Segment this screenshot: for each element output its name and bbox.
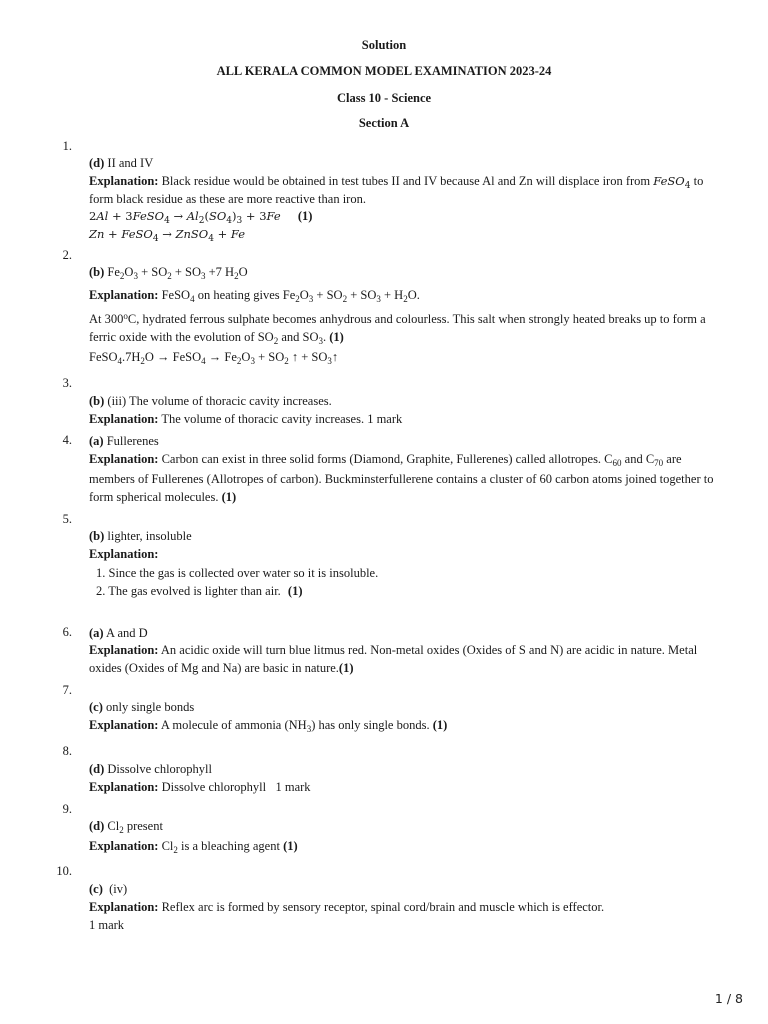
explanation-text: Dissolve chlorophyll 1 mark [161,780,311,794]
explanation-text: Reflex arc is formed by sensory receptor, spinal cord/brain and muscle which is effector. [161,900,605,914]
answer-line [89,624,729,642]
answer-option: (c) [89,700,103,714]
answer-text: Dissolve chlorophyll [107,762,212,776]
answer-option: (b) [89,265,105,279]
explanation-label: Explanation: [89,288,159,302]
explanation-text: ) has only single bonds. [311,718,430,732]
formula-feso4: FeSO$_4$ [653,174,691,191]
exam-title: ALL KERALA COMMON MODEL EXAMINATION 2023-24 [216,64,552,78]
subscript: 2 [273,336,279,346]
question-number: 7. [62,683,72,697]
list-item [96,582,303,600]
list-item-text: 2. The gas evolved is lighter than air. [96,584,281,598]
answer-text: present [126,819,163,833]
explanation-text: C, hydrated ferrous sulphate becomes anhydrous and colourless. This salt when strongly heated breaks up to form a ferric oxide with the evolution of SO [89,312,706,344]
explanation-paragraph-wrap: At 300$^o$C, hydrated ferrous sulphate becomes anhydrous and colourless. This salt when strongly heated breaks up to form a ferric oxide with the evolution of $SO_2$ and $SO_3$. (1) [89,310,729,346]
explanation-label: Explanation: [89,718,159,732]
solution-heading: Solution [361,38,407,52]
formula-products: $Fe_2O_3 + SO_2 + SO_3 + H_2O$. [282,288,420,304]
explanation-label: Explanation: [89,547,159,561]
explanation-text: are [666,452,682,466]
question-number: 5. [62,512,72,526]
answer-line [89,263,729,281]
explanation-line: Explanation: A molecule of ammonia $(NH_3)$ has only single bonds. (1) [89,718,448,734]
answer-line [89,817,729,835]
mark-text: 1 mark [89,918,125,932]
formula-cl2: $Cl_2$ [161,839,178,855]
question-number: 3. [62,376,72,390]
answer-line [89,392,729,410]
answer-option: (c) [89,882,103,896]
explanation-text: Black residue would be obtained in test tubes II and IV because Al and Zn will displace iron from [161,174,651,188]
explanation-text: An acidic oxide will turn blue litmus red. Non-metal oxides (Oxides of S and N) are acidic in nature. Metal oxides (Oxides of Mg and Na) are basic in nature. [89,643,698,675]
explanation-label: Explanation: [89,174,159,188]
answer-text: (iv) [106,882,128,896]
explanation-label: Explanation: [89,412,159,426]
mark-label: (1) [338,661,354,675]
explanation-label: Explanation: [89,780,159,794]
answer-line [89,527,729,545]
explanation-line [89,898,729,916]
answer-formula: $Fe_2O_3 + SO_2 + SO_3 +7$ $H_2O$ [107,265,248,281]
explanation-paragraph [89,470,729,506]
explanation-line: form black residue as these are more reactive than iron. [89,192,366,206]
question-number: 1. [62,139,72,153]
question-number: 4. [62,433,72,447]
explanation-text: members of Fullerenes (Allotropes of carbon). Buckminsterfullerene contains a cluster of 60 carbon atoms joined together to form spherical molecules. [89,472,714,504]
question-number: 10. [56,864,72,878]
mark-label: (1) [432,718,448,732]
mark-label: (1) [287,584,303,598]
equation-al-feso4: 2Al + 3FeSO$_4$ → $Al_2(SO_4)_3 + 3Fe$ [89,209,281,226]
explanation-text: At 300 [89,312,124,326]
degree-symbol: o [123,311,128,321]
mark-label: (1) [283,839,298,853]
answer-option: (d) [89,156,105,170]
mark-label: (1) [221,490,237,504]
explanation-text: A molecule of ammonia (NH [160,718,307,732]
section-title: Section A [358,116,410,130]
answer-option: (d) [89,762,105,776]
answer-line [89,760,729,778]
explanation-text: and SO [281,330,319,344]
subscript: 3 [318,336,323,346]
explanation-text: and C [624,452,655,466]
answer-text: lighter, insoluble [107,529,192,543]
answer-line [89,154,729,172]
explanation-label: Explanation: [89,839,159,853]
explanation-text: to [693,174,704,188]
answer-text: A and D [106,626,148,640]
explanation-label: Explanation: [89,900,159,914]
equation-line [89,225,729,243]
formula-feso4: FeSO$_4$ [161,288,195,304]
explanation-line [89,172,729,190]
explanation-text: on heating gives [197,288,280,302]
answer-line [89,880,729,898]
question-number: 9. [62,802,72,816]
class-title: Class 10 - Science [336,91,432,105]
equation-zn-feso4: Zn + FeSO$_4$ → ZnSO$_4$ + Fe [89,227,246,244]
equation-line [89,348,729,366]
question-number: 2. [62,248,72,262]
answer-option: (a) [89,626,104,640]
equation-line [89,207,729,225]
answer-text: only single bonds [106,700,195,714]
formula-cl2: $Cl_2$ [107,819,124,835]
answer-option: (b) [89,529,105,543]
page-number: 1 / 8 [714,991,743,1006]
explanation-label: Explanation: [89,452,159,466]
explanation-label: Explanation: [89,643,159,657]
answer-option: (a) [89,434,104,448]
explanation-line [89,410,729,428]
question-number: 8. [62,744,72,758]
answer-option: (d) [89,819,105,833]
explanation-line [89,545,729,563]
mark-label: (1) [329,330,344,344]
explanation-paragraph [89,641,729,677]
answer-line [89,432,729,450]
explanation-line: Explanation: Carbon can exist in three solid forms (Diamond, Graphite, Fullerenes) called allotropes. $C_{60}$ and $C_{70}$ are [89,452,682,468]
answer-line [89,698,729,716]
answer-text: II and IV [107,156,154,170]
question-number: 6. [62,625,72,639]
explanation-line [89,837,729,855]
mark-label: (1) [297,209,313,223]
answer-text: Fullerenes [106,434,159,448]
answer-option: (b) [89,394,105,408]
explanation-text: The volume of thoracic cavity increases. 1 mark [161,412,403,426]
explanation-text: is a bleaching agent [181,839,280,853]
explanation-line [89,286,729,304]
explanation-line [89,778,729,796]
equation-decomposition: $FeSO_4.7H_2O$ → FeSO$_4$ → $Fe_2O_3 + SO_2$ ↑ + $SO_3↑$ [89,350,339,366]
list-item: 1. Since the gas is collected over water so it is insoluble. [96,566,379,580]
explanation-text: Carbon can exist in three solid forms (Diamond, Graphite, Fullerenes) called allotropes. C [161,452,613,466]
answer-text: (iii) The volume of thoracic cavity increases. [107,394,332,408]
